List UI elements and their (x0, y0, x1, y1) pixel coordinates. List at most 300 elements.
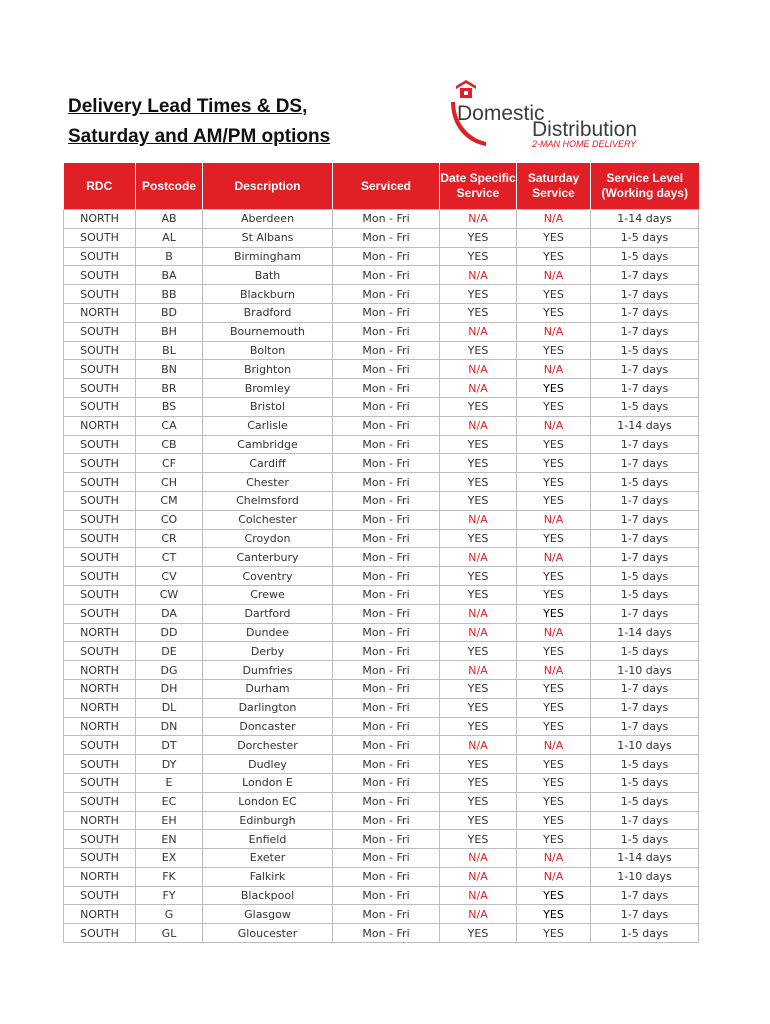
serviced-cell: Mon - Fri (333, 924, 440, 943)
saturday-cell: N/A (517, 623, 591, 642)
rdc-cell: SOUTH (64, 266, 136, 285)
service-level-cell: 1-7 days (591, 266, 699, 285)
rdc-cell: SOUTH (64, 379, 136, 398)
table-row (64, 210, 699, 229)
saturday-cell: YES (517, 924, 591, 943)
postcode-cell: G (136, 905, 203, 924)
description-cell: Bradford (203, 303, 333, 322)
table-row (64, 792, 699, 811)
saturday-cell: YES (517, 679, 591, 698)
postcode-cell: DT (136, 736, 203, 755)
table-row (64, 303, 699, 322)
table-row (64, 886, 699, 905)
description-cell: Chelmsford (203, 491, 333, 510)
description-cell: London E (203, 773, 333, 792)
description-cell: Bristol (203, 397, 333, 416)
description-cell: Dundee (203, 623, 333, 642)
service-level-cell: 1-7 days (591, 379, 699, 398)
serviced-cell: Mon - Fri (333, 604, 440, 623)
serviced-cell: Mon - Fri (333, 736, 440, 755)
description-cell: Carlisle (203, 416, 333, 435)
postcode-cell: EC (136, 792, 203, 811)
service-level-cell: 1-7 days (591, 886, 699, 905)
serviced-cell: Mon - Fri (333, 473, 440, 492)
serviced-cell: Mon - Fri (333, 454, 440, 473)
date-specific-cell: YES (440, 924, 517, 943)
service-level-cell: 1-7 days (591, 905, 699, 924)
description-cell: Croydon (203, 529, 333, 548)
rdc-cell: SOUTH (64, 491, 136, 510)
table-row (64, 473, 699, 492)
table-row (64, 416, 699, 435)
date-specific-cell: N/A (440, 886, 517, 905)
table-row (64, 285, 699, 304)
service-level-cell: 1-5 days (591, 830, 699, 849)
service-level-cell: 1-7 days (591, 548, 699, 567)
rdc-cell: NORTH (64, 698, 136, 717)
serviced-cell: Mon - Fri (333, 755, 440, 774)
description-cell: London EC (203, 792, 333, 811)
postcode-cell: BL (136, 341, 203, 360)
description-cell: Dorchester (203, 736, 333, 755)
date-specific-cell: N/A (440, 416, 517, 435)
date-specific-cell: N/A (440, 867, 517, 886)
service-level-cell: 1-7 days (591, 604, 699, 623)
service-level-cell: 1-7 days (591, 360, 699, 379)
description-cell: Dumfries (203, 661, 333, 680)
date-specific-cell: N/A (440, 849, 517, 868)
serviced-cell: Mon - Fri (333, 266, 440, 285)
table-row (64, 266, 699, 285)
rdc-cell: NORTH (64, 661, 136, 680)
serviced-cell: Mon - Fri (333, 585, 440, 604)
table-row (64, 491, 699, 510)
rdc-cell: SOUTH (64, 585, 136, 604)
service-level-cell: 1-5 days (591, 397, 699, 416)
header-postcode: Postcode (136, 163, 203, 210)
rdc-cell: NORTH (64, 867, 136, 886)
logo-line-2: Distribution (532, 118, 638, 141)
postcode-cell: DL (136, 698, 203, 717)
description-cell: Chester (203, 473, 333, 492)
table-row (64, 435, 699, 454)
table-row (64, 773, 699, 792)
date-specific-cell: YES (440, 247, 517, 266)
postcode-cell: CM (136, 491, 203, 510)
service-level-cell: 1-7 days (591, 717, 699, 736)
table-row (64, 905, 699, 924)
serviced-cell: Mon - Fri (333, 322, 440, 341)
saturday-cell: YES (517, 397, 591, 416)
saturday-cell: N/A (517, 867, 591, 886)
description-cell: Brighton (203, 360, 333, 379)
saturday-cell: N/A (517, 736, 591, 755)
postcode-cell: CT (136, 548, 203, 567)
postcode-cell: FK (136, 867, 203, 886)
postcode-cell: AL (136, 228, 203, 247)
date-specific-cell: YES (440, 285, 517, 304)
rdc-cell: SOUTH (64, 247, 136, 266)
description-cell: Cardiff (203, 454, 333, 473)
rdc-cell: SOUTH (64, 792, 136, 811)
description-cell: Glasgow (203, 905, 333, 924)
rdc-cell: NORTH (64, 416, 136, 435)
date-specific-cell: YES (440, 397, 517, 416)
lead-times-table (63, 163, 699, 943)
table-row (64, 548, 699, 567)
postcode-cell: BD (136, 303, 203, 322)
rdc-cell: NORTH (64, 905, 136, 924)
service-level-cell: 1-10 days (591, 867, 699, 886)
saturday-cell: YES (517, 247, 591, 266)
date-specific-cell: YES (440, 473, 517, 492)
postcode-cell: EX (136, 849, 203, 868)
postcode-cell: FY (136, 886, 203, 905)
header-date-specific: Date Specific Service (440, 163, 517, 210)
service-level-cell: 1-10 days (591, 661, 699, 680)
service-level-cell: 1-5 days (591, 773, 699, 792)
postcode-cell: CR (136, 529, 203, 548)
description-cell: Cambridge (203, 435, 333, 454)
service-level-cell: 1-7 days (591, 322, 699, 341)
postcode-cell: DG (136, 661, 203, 680)
date-specific-cell: N/A (440, 322, 517, 341)
postcode-cell: BB (136, 285, 203, 304)
saturday-cell: YES (517, 642, 591, 661)
table-row (64, 661, 699, 680)
serviced-cell: Mon - Fri (333, 416, 440, 435)
saturday-cell: N/A (517, 266, 591, 285)
serviced-cell: Mon - Fri (333, 811, 440, 830)
table-row (64, 247, 699, 266)
postcode-cell: BR (136, 379, 203, 398)
saturday-cell: YES (517, 473, 591, 492)
date-specific-cell: YES (440, 435, 517, 454)
serviced-cell: Mon - Fri (333, 905, 440, 924)
serviced-cell: Mon - Fri (333, 379, 440, 398)
serviced-cell: Mon - Fri (333, 303, 440, 322)
description-cell: Coventry (203, 567, 333, 586)
rdc-cell: SOUTH (64, 228, 136, 247)
service-level-cell: 1-14 days (591, 623, 699, 642)
date-specific-cell: N/A (440, 548, 517, 567)
table-row (64, 379, 699, 398)
rdc-cell: SOUTH (64, 830, 136, 849)
serviced-cell: Mon - Fri (333, 773, 440, 792)
table-row (64, 567, 699, 586)
service-level-cell: 1-5 days (591, 473, 699, 492)
date-specific-cell: YES (440, 717, 517, 736)
rdc-cell: SOUTH (64, 736, 136, 755)
rdc-cell: SOUTH (64, 604, 136, 623)
header-serviced: Serviced (333, 163, 440, 210)
date-specific-cell: N/A (440, 210, 517, 229)
postcode-cell: BA (136, 266, 203, 285)
serviced-cell: Mon - Fri (333, 567, 440, 586)
postcode-cell: E (136, 773, 203, 792)
rdc-cell: SOUTH (64, 849, 136, 868)
date-specific-cell: YES (440, 679, 517, 698)
table-row (64, 585, 699, 604)
rdc-cell: SOUTH (64, 322, 136, 341)
service-level-cell: 1-5 days (591, 792, 699, 811)
rdc-cell: SOUTH (64, 285, 136, 304)
rdc-cell: SOUTH (64, 924, 136, 943)
date-specific-cell: N/A (440, 360, 517, 379)
rdc-cell: SOUTH (64, 548, 136, 567)
rdc-cell: SOUTH (64, 642, 136, 661)
serviced-cell: Mon - Fri (333, 698, 440, 717)
postcode-cell: CW (136, 585, 203, 604)
date-specific-cell: YES (440, 792, 517, 811)
date-specific-cell: YES (440, 830, 517, 849)
service-level-cell: 1-7 days (591, 285, 699, 304)
date-specific-cell: N/A (440, 379, 517, 398)
title-line-1: Delivery Lead Times & DS, (68, 96, 308, 117)
postcode-cell: DH (136, 679, 203, 698)
table-row (64, 642, 699, 661)
service-level-cell: 1-7 days (591, 454, 699, 473)
table-row (64, 679, 699, 698)
rdc-cell: NORTH (64, 303, 136, 322)
rdc-cell: SOUTH (64, 397, 136, 416)
postcode-cell: BS (136, 397, 203, 416)
saturday-cell: N/A (517, 510, 591, 529)
saturday-cell: N/A (517, 416, 591, 435)
description-cell: Blackburn (203, 285, 333, 304)
postcode-cell: DY (136, 755, 203, 774)
table-row (64, 698, 699, 717)
title-line-2: Saturday and AM/PM options (68, 126, 331, 147)
saturday-cell: YES (517, 811, 591, 830)
rdc-cell: SOUTH (64, 567, 136, 586)
service-level-cell: 1-7 days (591, 679, 699, 698)
saturday-cell: N/A (517, 548, 591, 567)
postcode-cell: BH (136, 322, 203, 341)
saturday-cell: YES (517, 228, 591, 247)
table-body (64, 210, 699, 943)
saturday-cell: YES (517, 773, 591, 792)
description-cell: Aberdeen (203, 210, 333, 229)
description-cell: Dudley (203, 755, 333, 774)
postcode-cell: CA (136, 416, 203, 435)
table-row (64, 924, 699, 943)
saturday-cell: YES (517, 698, 591, 717)
table-row (64, 397, 699, 416)
description-cell: Bolton (203, 341, 333, 360)
date-specific-cell: N/A (440, 736, 517, 755)
rdc-cell: SOUTH (64, 510, 136, 529)
saturday-cell: YES (517, 886, 591, 905)
description-cell: Birmingham (203, 247, 333, 266)
description-cell: Crewe (203, 585, 333, 604)
description-cell: Blackpool (203, 886, 333, 905)
service-level-cell: 1-7 days (591, 698, 699, 717)
rdc-cell: SOUTH (64, 435, 136, 454)
description-cell: Bournemouth (203, 322, 333, 341)
description-cell: Darlington (203, 698, 333, 717)
description-cell: St Albans (203, 228, 333, 247)
domestic-distribution-logo (448, 80, 688, 150)
table-row (64, 867, 699, 886)
service-level-cell: 1-7 days (591, 811, 699, 830)
saturday-cell: N/A (517, 322, 591, 341)
saturday-cell: YES (517, 567, 591, 586)
saturday-cell: YES (517, 604, 591, 623)
description-cell: Derby (203, 642, 333, 661)
description-cell: Doncaster (203, 717, 333, 736)
description-cell: Falkirk (203, 867, 333, 886)
table-row (64, 341, 699, 360)
service-level-cell: 1-7 days (591, 435, 699, 454)
logo-line-1: Domestic (457, 102, 545, 125)
saturday-cell: N/A (517, 849, 591, 868)
postcode-cell: DD (136, 623, 203, 642)
rdc-cell: NORTH (64, 811, 136, 830)
service-level-cell: 1-5 days (591, 585, 699, 604)
postcode-cell: BN (136, 360, 203, 379)
postcode-cell: CF (136, 454, 203, 473)
postcode-cell: EN (136, 830, 203, 849)
rdc-cell: NORTH (64, 623, 136, 642)
table-row (64, 322, 699, 341)
service-level-cell: 1-5 days (591, 755, 699, 774)
service-level-cell: 1-5 days (591, 341, 699, 360)
postcode-cell: B (136, 247, 203, 266)
rdc-cell: SOUTH (64, 755, 136, 774)
service-level-cell: 1-5 days (591, 228, 699, 247)
date-specific-cell: N/A (440, 510, 517, 529)
description-cell: Canterbury (203, 548, 333, 567)
serviced-cell: Mon - Fri (333, 341, 440, 360)
table-row (64, 510, 699, 529)
table-header-row (64, 163, 699, 210)
service-level-cell: 1-5 days (591, 642, 699, 661)
serviced-cell: Mon - Fri (333, 661, 440, 680)
postcode-cell: CB (136, 435, 203, 454)
serviced-cell: Mon - Fri (333, 285, 440, 304)
rdc-cell: SOUTH (64, 773, 136, 792)
page-title (68, 92, 330, 152)
service-level-cell: 1-10 days (591, 736, 699, 755)
serviced-cell: Mon - Fri (333, 830, 440, 849)
saturday-cell: N/A (517, 210, 591, 229)
service-level-cell: 1-5 days (591, 924, 699, 943)
description-cell: Dartford (203, 604, 333, 623)
postcode-cell: DE (136, 642, 203, 661)
saturday-cell: YES (517, 717, 591, 736)
saturday-cell: YES (517, 585, 591, 604)
serviced-cell: Mon - Fri (333, 247, 440, 266)
logo-tagline: 2-MAN HOME DELIVERY (532, 139, 637, 149)
postcode-cell: AB (136, 210, 203, 229)
header-description: Description (203, 163, 333, 210)
serviced-cell: Mon - Fri (333, 397, 440, 416)
saturday-cell: YES (517, 435, 591, 454)
saturday-cell: YES (517, 491, 591, 510)
serviced-cell: Mon - Fri (333, 228, 440, 247)
rdc-cell: SOUTH (64, 341, 136, 360)
service-level-cell: 1-14 days (591, 210, 699, 229)
rdc-cell: SOUTH (64, 529, 136, 548)
table-row (64, 811, 699, 830)
serviced-cell: Mon - Fri (333, 792, 440, 811)
date-specific-cell: YES (440, 773, 517, 792)
description-cell: Enfield (203, 830, 333, 849)
serviced-cell: Mon - Fri (333, 529, 440, 548)
service-level-cell: 1-5 days (591, 567, 699, 586)
table-row (64, 454, 699, 473)
service-level-cell: 1-7 days (591, 491, 699, 510)
saturday-cell: N/A (517, 661, 591, 680)
serviced-cell: Mon - Fri (333, 491, 440, 510)
saturday-cell: YES (517, 529, 591, 548)
table-row (64, 604, 699, 623)
saturday-cell: YES (517, 905, 591, 924)
rdc-cell: SOUTH (64, 454, 136, 473)
postcode-cell: EH (136, 811, 203, 830)
description-cell: Durham (203, 679, 333, 698)
postcode-cell: CV (136, 567, 203, 586)
serviced-cell: Mon - Fri (333, 435, 440, 454)
saturday-cell: YES (517, 303, 591, 322)
date-specific-cell: N/A (440, 905, 517, 924)
serviced-cell: Mon - Fri (333, 849, 440, 868)
date-specific-cell: N/A (440, 623, 517, 642)
description-cell: Colchester (203, 510, 333, 529)
postcode-cell: CH (136, 473, 203, 492)
service-level-cell: 1-5 days (591, 247, 699, 266)
postcode-cell: GL (136, 924, 203, 943)
postcode-cell: DN (136, 717, 203, 736)
table-row (64, 360, 699, 379)
date-specific-cell: YES (440, 811, 517, 830)
service-level-cell: 1-7 days (591, 510, 699, 529)
service-level-cell: 1-7 days (591, 529, 699, 548)
serviced-cell: Mon - Fri (333, 623, 440, 642)
rdc-cell: NORTH (64, 210, 136, 229)
serviced-cell: Mon - Fri (333, 679, 440, 698)
saturday-cell: YES (517, 379, 591, 398)
date-specific-cell: YES (440, 529, 517, 548)
header-rdc: RDC (64, 163, 136, 210)
description-cell: Gloucester (203, 924, 333, 943)
date-specific-cell: N/A (440, 661, 517, 680)
date-specific-cell: YES (440, 567, 517, 586)
header-service-level: Service Level (Working days) (591, 163, 699, 210)
serviced-cell: Mon - Fri (333, 717, 440, 736)
serviced-cell: Mon - Fri (333, 886, 440, 905)
date-specific-cell: YES (440, 454, 517, 473)
description-cell: Bath (203, 266, 333, 285)
date-specific-cell: YES (440, 642, 517, 661)
saturday-cell: N/A (517, 360, 591, 379)
serviced-cell: Mon - Fri (333, 510, 440, 529)
table-row (64, 830, 699, 849)
service-level-cell: 1-14 days (591, 416, 699, 435)
saturday-cell: YES (517, 830, 591, 849)
table-row (64, 623, 699, 642)
header-saturday: Saturday Service (517, 163, 591, 210)
date-specific-cell: YES (440, 585, 517, 604)
table-row (64, 849, 699, 868)
saturday-cell: YES (517, 792, 591, 811)
serviced-cell: Mon - Fri (333, 360, 440, 379)
date-specific-cell: N/A (440, 604, 517, 623)
table-row (64, 228, 699, 247)
rdc-cell: NORTH (64, 679, 136, 698)
date-specific-cell: YES (440, 341, 517, 360)
